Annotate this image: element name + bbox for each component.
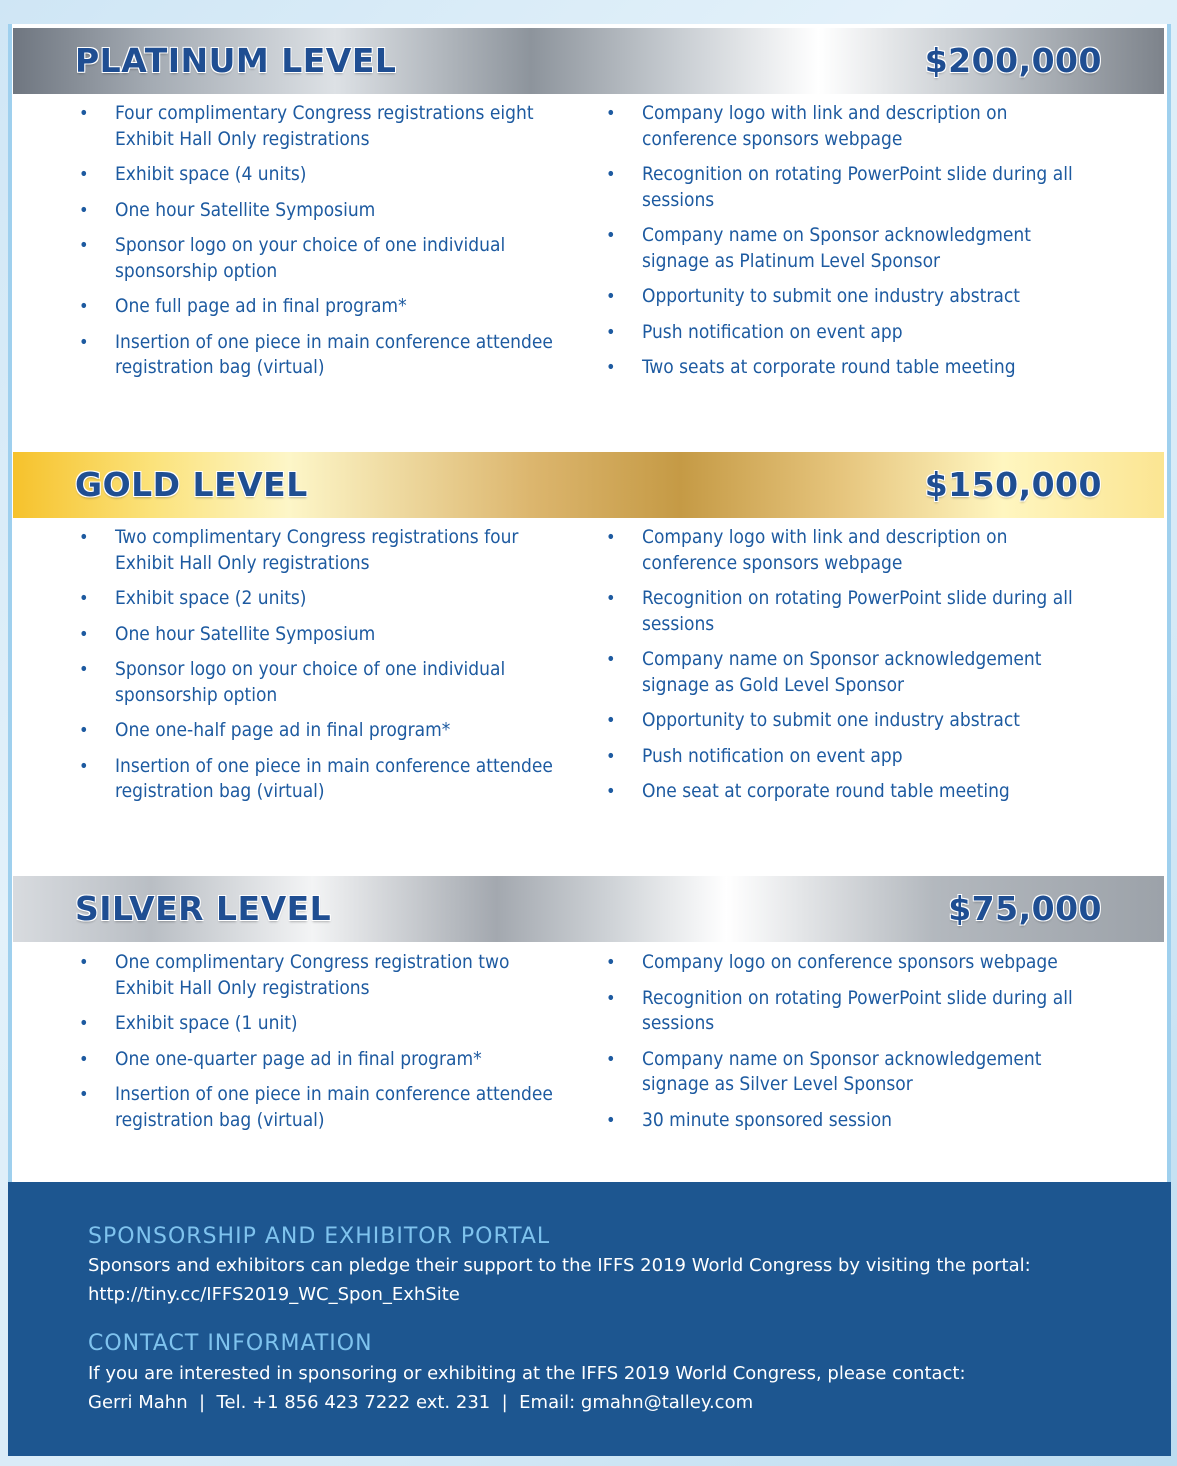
list-item: • Opportunity to submit one industry abstract — [602, 284, 1082, 310]
bullet-icon: • — [606, 225, 616, 246]
bullet-icon: • — [606, 952, 616, 973]
bullet-icon: • — [606, 357, 616, 378]
list-item: • Insertion of one piece in main conference attendee registration bag (virtual) — [79, 754, 553, 802]
bullet-icon: • — [606, 103, 616, 124]
bullet-icon: • — [79, 755, 89, 777]
list-item: • Opportunity to submit one industry abstract — [602, 708, 1082, 734]
bullet-icon: • — [79, 1013, 89, 1034]
bullet-icon: • — [606, 745, 616, 767]
list-item: • One hour Satellite Symposium — [75, 622, 555, 648]
bullet-icon: • — [606, 321, 616, 343]
gold-level-title: GOLD LEVEL — [75, 465, 308, 504]
bullet-icon: • — [79, 164, 89, 185]
list-item: • One seat at corporate round table meeting — [602, 779, 1082, 805]
list-item: • 30 minute sponsored session — [602, 1108, 1082, 1134]
bullet-icon: • — [606, 710, 616, 731]
list-item: • Company logo with link and description on conference sponsors webpage — [606, 526, 1008, 574]
bullet-icon: • — [606, 1109, 616, 1131]
platinum-level-title: PLATINUM LEVEL — [75, 41, 397, 80]
bullet-icon: • — [606, 164, 616, 185]
gold-benefits-right — [602, 525, 1082, 815]
bullet-icon: • — [79, 623, 89, 645]
list-item: • Push notification on event app — [602, 744, 1082, 770]
bullet-icon: • — [79, 103, 89, 124]
gold-level-price: $150,000 — [924, 465, 1102, 504]
gold-level-banner — [13, 452, 1164, 518]
bullet-icon: • — [79, 235, 89, 256]
bullet-icon: • — [79, 720, 89, 741]
silver-level-price: $75,000 — [948, 889, 1102, 928]
bullet-icon: • — [79, 1048, 89, 1070]
portal-text: Sponsors and exhibitors can pledge their support to the IFFS 2019 World Congress by visiting the portal: — [88, 1255, 1031, 1276]
bullet-icon: • — [606, 781, 616, 802]
silver-benefits-left — [75, 950, 555, 1143]
portal-link[interactable]: http://tiny.cc/IFFS2019_WC_Spon_ExhSite — [88, 1284, 460, 1305]
list-item: • Exhibit space (4 units) — [75, 162, 555, 188]
bullet-icon: • — [79, 527, 89, 548]
list-item: • Company logo on conference sponsors webpage — [602, 950, 1082, 976]
list-item: • Sponsor logo on your choice of one individual sponsorship option — [79, 658, 506, 706]
list-item: • Exhibit space (1 unit) — [75, 1011, 555, 1037]
list-item: • Recognition on rotating PowerPoint slide during all sessions — [606, 163, 1073, 211]
list-item: • Company logo with link and description on conference sponsors webpage — [606, 102, 1008, 150]
list-item: • Two seats at corporate round table meeting — [602, 355, 1082, 381]
bullet-icon: • — [79, 659, 89, 680]
list-item: • One complimentary Congress registration two Exhibit Hall Only registrations — [79, 951, 510, 999]
list-item: • Two complimentary Congress registrations four Exhibit Hall Only registrations — [79, 526, 519, 574]
gold-benefits-left — [75, 525, 555, 815]
silver-level-title: SILVER LEVEL — [75, 889, 332, 928]
list-item: • Recognition on rotating PowerPoint slide during all sessions — [606, 986, 1073, 1034]
list-item: • Exhibit space (2 units) — [75, 586, 555, 612]
bullet-icon: • — [606, 527, 616, 548]
bullet-icon: • — [606, 987, 616, 1009]
bullet-icon: • — [606, 588, 616, 609]
platinum-benefits-right — [602, 101, 1082, 391]
list-item: • Company name on Sponsor acknowledgement signage as Silver Level Sponsor — [606, 1047, 1042, 1095]
list-item: • One one-half page ad in final program* — [75, 718, 555, 744]
bullet-icon: • — [79, 952, 89, 973]
bullet-icon: • — [79, 199, 89, 221]
bullet-icon: • — [606, 286, 616, 307]
list-item: • Four complimentary Congress registrations eight Exhibit Hall Only registrations — [79, 102, 534, 150]
list-item: • Insertion of one piece in main conference attendee registration bag (virtual) — [79, 330, 553, 378]
list-item: • Recognition on rotating PowerPoint slide during all sessions — [606, 587, 1073, 635]
list-item: • Insertion of one piece in main conference attendee registration bag (virtual) — [79, 1083, 553, 1131]
bullet-icon: • — [79, 588, 89, 609]
bullet-icon: • — [606, 649, 616, 670]
portal-heading: SPONSORSHIP AND EXHIBITOR PORTAL — [88, 1224, 551, 1249]
list-item: • Push notification on event app — [602, 320, 1082, 346]
list-item: • One full page ad in final program* — [75, 294, 555, 320]
bullet-icon: • — [79, 296, 89, 317]
silver-level-banner — [13, 876, 1164, 942]
platinum-level-banner — [13, 28, 1164, 94]
bullet-icon: • — [606, 1048, 616, 1070]
bullet-icon: • — [79, 1084, 89, 1105]
list-item: • One one-quarter page ad in final program* — [75, 1047, 555, 1073]
contact-text: If you are interested in sponsoring or exhibiting at the IFFS 2019 World Congress, please contact: — [88, 1363, 966, 1384]
silver-benefits-right — [602, 950, 1082, 1143]
list-item: • Company name on Sponsor acknowledgement signage as Gold Level Sponsor — [606, 648, 1042, 696]
contact-details: Gerri Mahn | Tel. +1 856 423 7222 ext. 231 | Email: gmahn@talley.com — [88, 1392, 754, 1413]
list-item: • Sponsor logo on your choice of one individual sponsorship option — [79, 234, 506, 282]
bullet-icon: • — [79, 331, 89, 353]
list-item: • Company name on Sponsor acknowledgment signage as Platinum Level Sponsor — [606, 224, 1031, 272]
contact-heading: CONTACT INFORMATION — [88, 1331, 373, 1356]
platinum-benefits-left — [75, 101, 555, 391]
footer-panel — [8, 1182, 1171, 1456]
list-item: • One hour Satellite Symposium — [75, 198, 555, 224]
platinum-level-price: $200,000 — [924, 41, 1102, 80]
